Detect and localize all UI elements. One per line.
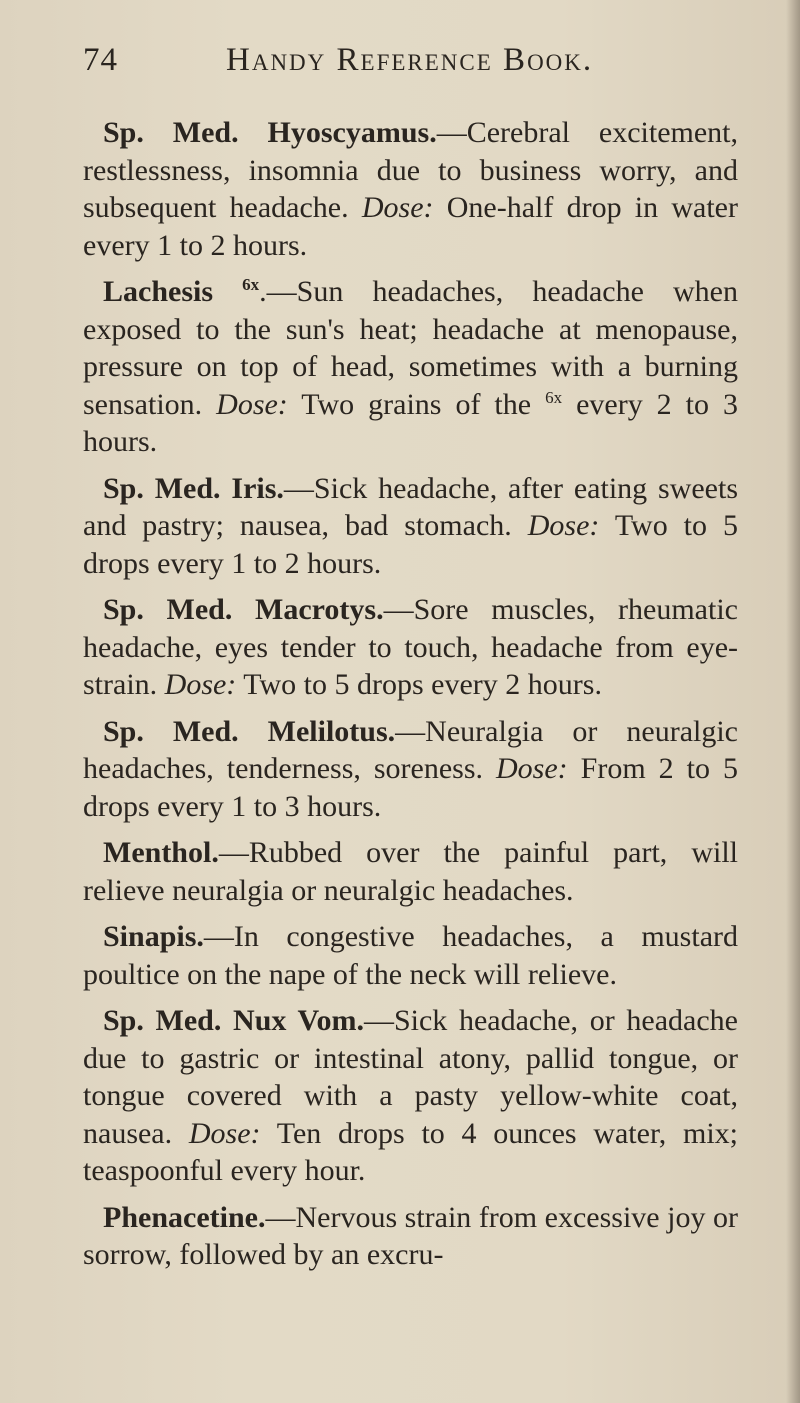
dose-label: Dose: — [188, 1116, 261, 1150]
entry-term: Lachesis — [103, 275, 214, 308]
entry-macrotys — [83, 591, 738, 704]
entry-sinapis — [83, 918, 738, 993]
running-head: Handy Reference Book. — [226, 42, 594, 78]
entry-text: —Rubbed over the painful part, will relieve neuralgia or neuralgic headaches. — [83, 836, 738, 907]
page-number: 74 — [83, 42, 118, 78]
entry-text: —Nervous strain from excessive joy or sorrow, followed by an excru- — [83, 1200, 738, 1271]
entry-term: Phenacetine. — [103, 1200, 266, 1234]
entry-lachesis — [83, 273, 738, 461]
dose-label: Dose: — [216, 387, 288, 421]
entry-text: —In congestive headaches, a mustard poultice on the nape of the neck will relieve. — [83, 920, 738, 991]
entry-melilotus — [83, 713, 738, 826]
page-edge-shadow — [786, 0, 800, 1403]
dose-label: Dose: — [361, 191, 434, 224]
entry-term: Sinapis. — [103, 920, 204, 953]
potency-superscript: 6x — [242, 275, 260, 294]
dose-text: Two to 5 drops every 2 hours. — [236, 668, 602, 701]
entry-text: —Neuralgia or neuralgic headaches, tenderness, soreness. — [83, 714, 739, 785]
entry-text: .—Sun headaches, headache when exposed to the sun's heat; headache at menopause, pressure on top of head, sometimes with a burning sensation. — [83, 275, 738, 421]
entry-term: Menthol. — [103, 836, 219, 869]
entry-text: —Sick headache, or headache due to gastric or intestinal atony, pallid tongue, or tongue covered with a pasty yellow-white coat, nausea. — [83, 1004, 738, 1150]
entry-text: —Cerebral excitement, restlessness, insomnia due to business worry, and subsequent headache. — [83, 116, 738, 224]
entry-hyoscyamus — [83, 114, 738, 264]
entry-text: —Sore muscles, rheumatic headache, eyes tender to touch, headache from eye-strain. — [83, 593, 738, 701]
dose-text: Two to 5 drops every 1 to 2 hours. — [83, 509, 738, 580]
dose-text: every 2 to 3 hours. — [83, 387, 738, 458]
page-header — [83, 42, 723, 92]
entry-menthol — [83, 834, 738, 909]
dose-label: Dose: — [527, 509, 600, 542]
entry-term: Sp. Med. Nux Vom. — [103, 1004, 364, 1037]
dose-label: Dose: — [164, 668, 237, 701]
entry-nux-vom — [83, 1002, 738, 1190]
dose-text-pre: Two grains of the — [287, 387, 546, 421]
page-body — [83, 114, 738, 1283]
potency-superscript: 6x — [545, 387, 563, 407]
dose-text: From 2 to 5 drops every 1 to 3 hours. — [83, 752, 738, 823]
entry-term: Sp. Med. Macrotys. — [103, 593, 384, 626]
dose-label: Dose: — [496, 752, 568, 785]
entry-term: Sp. Med. Iris. — [103, 471, 284, 505]
entry-text: —Sick headache, after eating sweets and pastry; nausea, bad stomach. — [83, 471, 739, 542]
entry-iris — [83, 470, 738, 583]
entry-phenacetine — [83, 1199, 738, 1274]
entry-term: Sp. Med. Melilotus. — [103, 714, 396, 748]
dose-text: One-half drop in water every 1 to 2 hours. — [83, 191, 738, 262]
entry-term: Sp. Med. Hyoscyamus. — [103, 116, 437, 149]
dose-text: Ten drops to 4 ounces water, mix; teaspoonful every hour. — [83, 1116, 739, 1187]
